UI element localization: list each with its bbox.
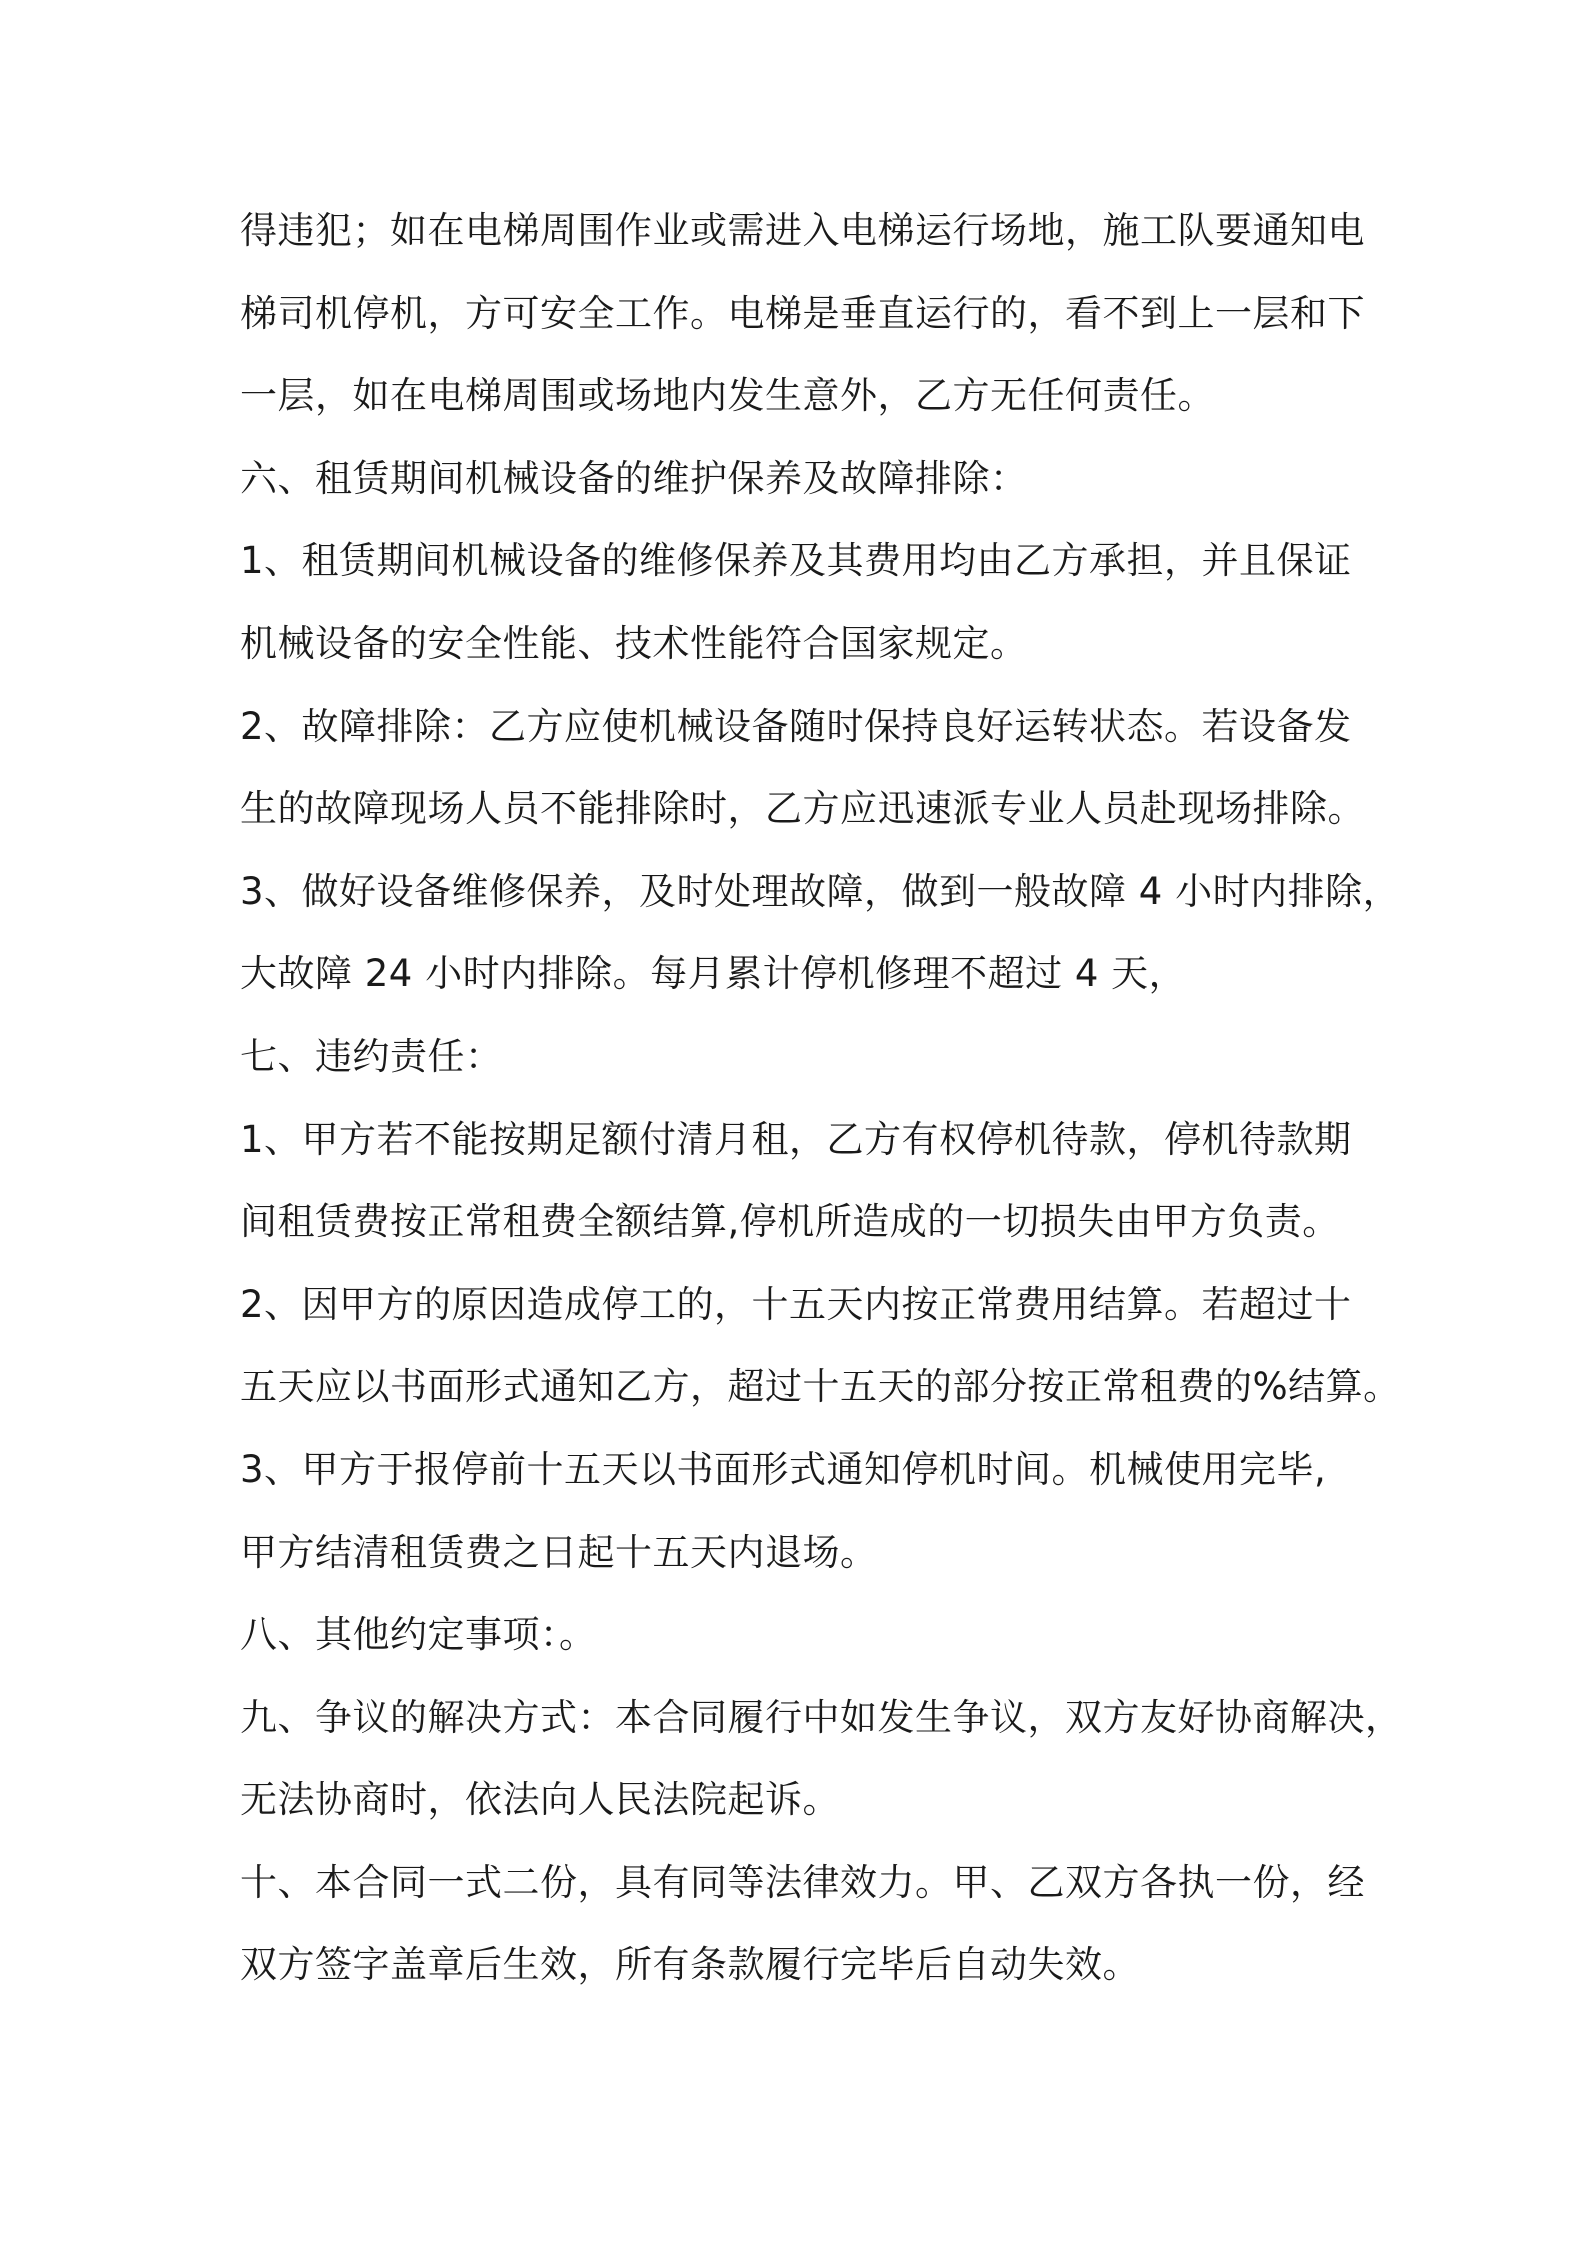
- text-line: 大故障 24 小时内排除。每月累计停机修理不超过 4 天，: [240, 952, 1187, 996]
- text-line: 梯司机停机，方可安全工作。电梯是垂直运行的，看不到上一层和下: [240, 291, 1365, 335]
- text-line: 3、做好设备维修保养，及时处理故障，做到一般故障 4 小时内排除，: [240, 869, 1401, 913]
- section-heading-10: 十、本合同一式二份，具有同等法律效力。甲、乙双方各执一份，经: [240, 1860, 1365, 1904]
- text-line: 双方签字盖章后生效，所有条款履行完毕后自动失效。: [240, 1943, 1140, 1987]
- text-line: 1、甲方若不能按期足额付清月租，乙方有权停机待款，停机待款期: [240, 1117, 1352, 1161]
- text-line: 3、甲方于报停前十五天以书面形式通知停机时间。机械使用完毕,: [240, 1447, 1327, 1491]
- text-line: 得违犯；如在电梯周围作业或需进入电梯运行场地，施工队要通知电: [240, 209, 1365, 252]
- text-line: 生的故障现场人员不能排除时，乙方应迅速派专业人员赴现场排除。: [240, 787, 1365, 831]
- text-line: 1、租赁期间机械设备的维修保养及其费用均由乙方承担，并且保证: [240, 539, 1352, 583]
- section-heading-8: 八、其他约定事项：。: [240, 1613, 597, 1657]
- text-line: 间租赁费按正常租费全额结算,停机所造成的一切损失由甲方负责。: [240, 1200, 1340, 1244]
- section-heading-9: 九、争议的解决方式：本合同履行中如发生争议，双方友好协商解决，: [240, 1695, 1403, 1739]
- section-heading-7: 七、违约责任：: [240, 1034, 503, 1078]
- text-line: 一层，如在电梯周围或场地内发生意外，乙方无任何责任。: [240, 374, 1215, 418]
- section-heading-6: 六、租赁期间机械设备的维护保养及故障排除：: [240, 456, 1028, 500]
- text-line: 2、因甲方的原因造成停工的，十五天内按正常费用结算。若超过十: [240, 1282, 1352, 1326]
- text-line: 无法协商时，依法向人民法院起诉。: [240, 1778, 840, 1822]
- text-line: 机械设备的安全性能、技术性能符合国家规定。: [240, 621, 1028, 665]
- document-body: [240, 200, 1403, 2017]
- text-line: 五天应以书面形式通知乙方，超过十五天的部分按正常租费的%结算。: [240, 1365, 1401, 1409]
- text-line: 甲方结清租赁费之日起十五天内退场。: [240, 1530, 878, 1574]
- text-line: 2、故障排除：乙方应使机械设备随时保持良好运转状态。若设备发: [240, 704, 1352, 748]
